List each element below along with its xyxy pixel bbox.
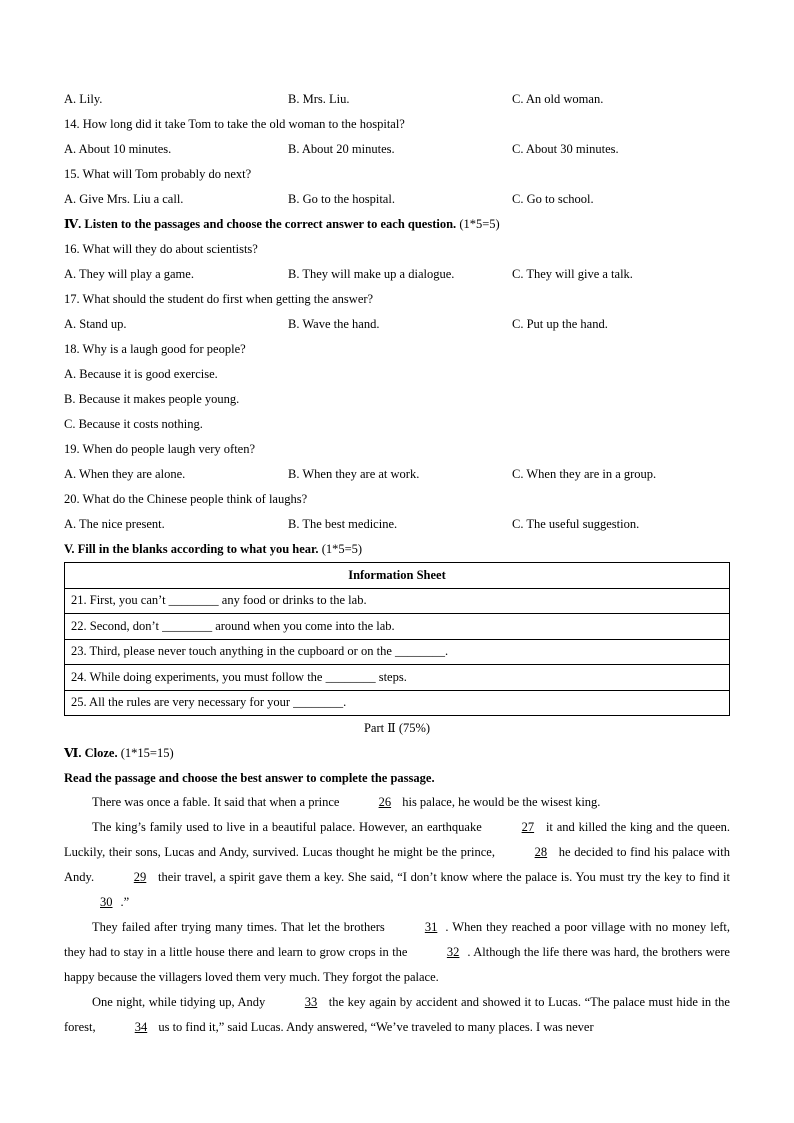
information-sheet-table: [64, 562, 730, 716]
q17-option-c: C. Put up the hand.: [512, 317, 608, 331]
table-cell: 25. All the rules are very necessary for your ________.: [65, 690, 730, 716]
cloze-text: . When they reached a poor village with no money left, they had to stay in a little house there and learn to grow crops in the: [64, 920, 730, 959]
cloze-blank-30: 30: [100, 895, 113, 909]
cloze-paragraph-1: [64, 790, 730, 815]
table-cell: 21. First, you can’t ________ any food or drinks to the lab.: [65, 588, 730, 614]
q19-option-b: B. When they are at work.: [288, 467, 420, 481]
q13-option-b: B. Mrs. Liu.: [288, 92, 350, 106]
q20-option-c: C. The useful suggestion.: [512, 517, 640, 531]
q20-option-b: B. The best medicine.: [288, 517, 398, 531]
section-4-score: (1*5=5): [459, 217, 500, 231]
q15-option-b: B. Go to the hospital.: [288, 192, 395, 206]
cloze-text: us to find it,” said Lucas. Andy answered, “We’ve traveled to many places. I was never: [155, 1020, 594, 1034]
q18-option-b: B. Because it makes people young.: [64, 392, 240, 406]
cloze-blank-29: 29: [133, 870, 147, 884]
table-cell: 22. Second, don’t ________ around when you come into the lab.: [65, 614, 730, 640]
q17-option-a: A. Stand up.: [64, 317, 127, 331]
q20-question: 20. What do the Chinese people think of laughs?: [64, 492, 308, 506]
q19-question: 19. When do people laugh very often?: [64, 442, 256, 456]
cloze-text: One night, while tidying up, Andy: [92, 995, 269, 1009]
q19-option-c: C. When they are in a group.: [512, 467, 657, 481]
table-row: [65, 690, 730, 716]
q13-option-a: A. Lily.: [64, 92, 103, 106]
section-6-title: Ⅵ. Cloze.: [64, 746, 118, 760]
q14-option-a: A. About 10 minutes.: [64, 142, 172, 156]
q19-option-a: A. When they are alone.: [64, 467, 186, 481]
q15-question: 15. What will Tom probably do next?: [64, 167, 252, 181]
q15-option-c: C. Go to school.: [512, 192, 594, 206]
cloze-paragraph-3: [64, 915, 730, 990]
table-cell: 23. Third, please never touch anything in the cupboard or on the ________.: [65, 639, 730, 665]
q18-option-a: A. Because it is good exercise.: [64, 367, 218, 381]
cloze-blank-28: 28: [534, 845, 548, 859]
table-row: [65, 614, 730, 640]
q16-option-b: B. They will make up a dialogue.: [288, 267, 455, 281]
q15-option-a: A. Give Mrs. Liu a call.: [64, 192, 184, 206]
cloze-text: it and killed the king and the queen. Luckily, their sons, Lucas and Andy, survived. Lucas thought he might be the prince,: [64, 820, 730, 859]
section-5-score: (1*5=5): [321, 542, 363, 556]
section-6-instruction: Read the passage and choose the best answer to complete the passage.: [64, 771, 435, 785]
q18-question: 18. Why is a laugh good for people?: [64, 342, 246, 356]
q18-option-c: C. Because it costs nothing.: [64, 417, 203, 431]
q20-options: [64, 516, 730, 532]
cloze-text: . Although the life there was hard, the brothers were happy because the villagers loved them very much. They forgot the palace.: [64, 945, 730, 984]
cloze-blank-31: 31: [424, 920, 438, 934]
section-5-heading: [64, 541, 362, 557]
cloze-blank-26: 26: [378, 795, 392, 809]
information-sheet-title: Information Sheet: [65, 563, 730, 589]
q17-option-b: B. Wave the hand.: [288, 317, 380, 331]
cloze-blank-34: 34: [134, 1020, 148, 1034]
q17-options: [64, 316, 730, 332]
q16-question: 16. What will they do about scientists?: [64, 242, 258, 256]
q13-option-c: C. An old woman.: [512, 92, 604, 106]
section-6-score: (1*15=15): [120, 746, 174, 760]
cloze-paragraph-2: [64, 815, 730, 915]
q13-options: [64, 91, 730, 107]
q17-question: 17. What should the student do first when getting the answer?: [64, 292, 374, 306]
q15-options: [64, 191, 730, 207]
q16-option-c: C. They will give a talk.: [512, 267, 633, 281]
q14-option-c: C. About 30 minutes.: [512, 142, 619, 156]
cloze-text: .”: [120, 895, 130, 909]
section-4-heading: [64, 216, 500, 232]
table-row: [65, 639, 730, 665]
table-row: [65, 665, 730, 691]
q16-option-a: A. They will play a game.: [64, 267, 194, 281]
table-header-row: [65, 563, 730, 589]
q14-options: [64, 141, 730, 157]
cloze-text: the key again by accident and showed it to Lucas. “The palace must hide in the forest,: [64, 995, 730, 1034]
cloze-blank-32: 32: [446, 945, 460, 959]
q20-option-a: A. The nice present.: [64, 517, 165, 531]
section-6-heading: [64, 745, 174, 761]
section-4-title: Ⅳ. Listen to the passages and choose the correct answer to each question.: [64, 217, 457, 231]
cloze-paragraph-4: [64, 990, 730, 1040]
q14-option-b: B. About 20 minutes.: [288, 142, 395, 156]
q14-question: 14. How long did it take Tom to take the old woman to the hospital?: [64, 117, 405, 131]
cloze-text: their travel, a spirit gave them a key. She said, “I don’t know where the palace is. You must try the key to find it: [154, 870, 731, 884]
cloze-text: There was once a fable. It said that when a prince: [92, 795, 343, 809]
q19-options: [64, 466, 730, 482]
cloze-text: The king’s family used to live in a beautiful palace. However, an earthquake: [92, 820, 486, 834]
table-row: [65, 588, 730, 614]
cloze-text: he decided to find his palace with Andy.: [64, 845, 731, 884]
cloze-text: his palace, he would be the wisest king.: [399, 795, 601, 809]
part-2-heading: Part Ⅱ (75%): [363, 721, 431, 735]
table-cell: 24. While doing experiments, you must follow the ________ steps.: [65, 665, 730, 691]
cloze-passage: [64, 790, 730, 1040]
cloze-blank-33: 33: [304, 995, 318, 1009]
cloze-text: They failed after trying many times. That let the brothers: [92, 920, 389, 934]
cloze-blank-27: 27: [521, 820, 535, 834]
section-5-title: V. Fill in the blanks according to what you hear.: [64, 542, 319, 556]
q16-options: [64, 266, 730, 282]
